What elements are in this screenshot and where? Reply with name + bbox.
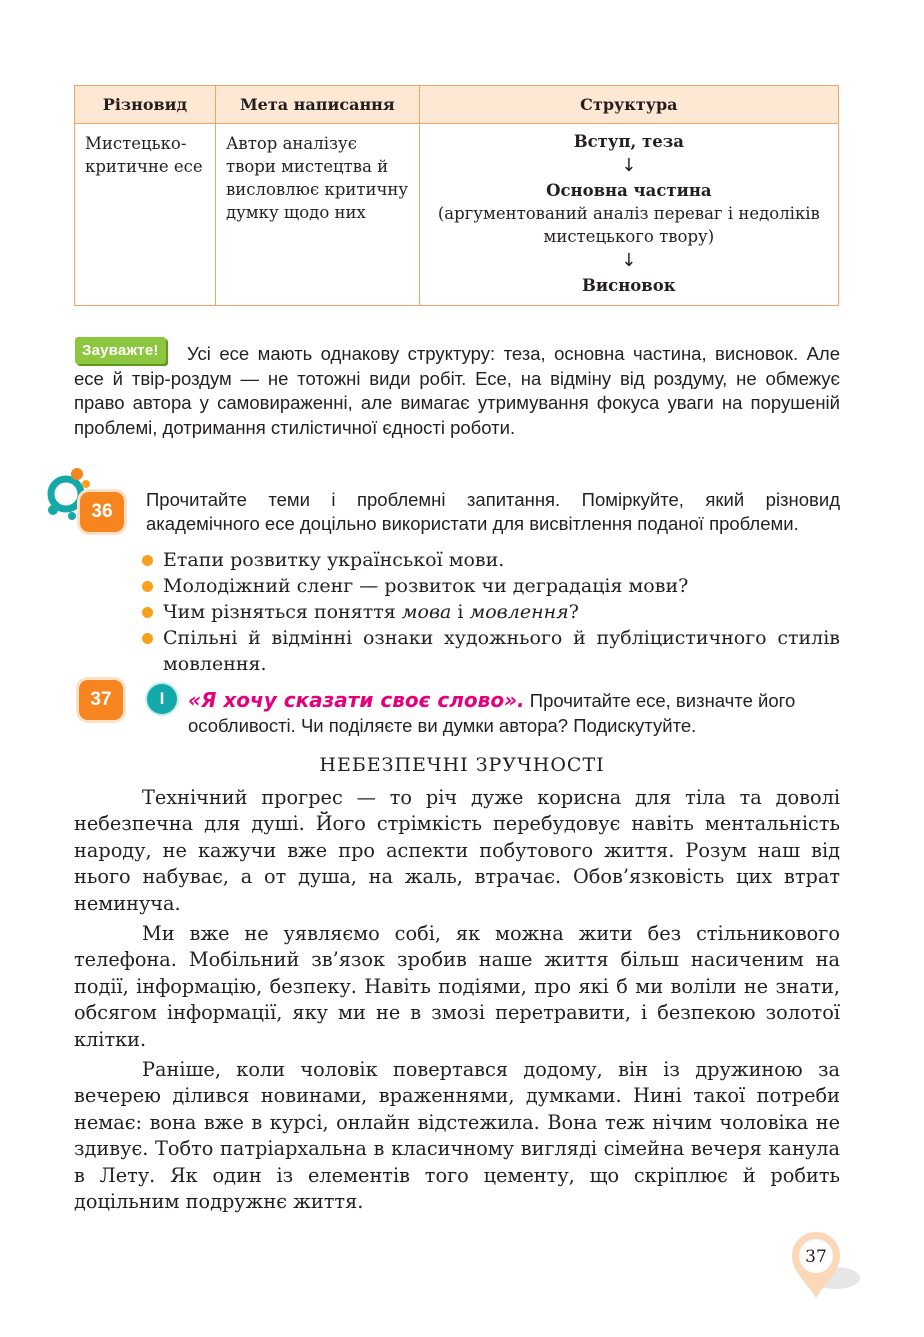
task36-instructions: Прочитайте теми і проблемні запитання. Поміркуйте, який різновид академічного есе доцільно використати для висвітлення поданої проблеми. <box>146 489 840 534</box>
structure-main-detail: (аргументований аналіз переваг і недоліків мистецького твору) <box>437 204 820 246</box>
page-number: 37 <box>805 1247 827 1267</box>
term-mova: мова <box>401 601 452 623</box>
table-row <box>75 124 839 306</box>
essay-paragraph: Технічний прогрес — то річ дуже корисна для тіла та доволі небезпечна для душі. Його стрімкість перебудовує навіть ментальність народу, не кажучи вже про аспекти побутового життя. Розум наш від нього набуває, а от душа, на жаль, втрачає. Обов’язковість цих втрат неминуча. <box>74 786 840 915</box>
list-item <box>140 599 840 625</box>
structure-conclusion: Висновок <box>581 276 676 295</box>
down-arrow-icon: ↓ <box>621 155 637 176</box>
task37-instructions <box>188 688 840 738</box>
essay-title: НЕБЕЗПЕЧНІ ЗРУЧНОСТІ <box>319 754 605 776</box>
essay-paragraph: Ми вже не уявляємо собі, як можна жити без стільникового телефона. Мобільний зв’язок зробив наше життя більш насиченим на події, інформацію, безпеку. Навіть подіями, про які б ми воліли не знати, обсягом інформації, яку ми не в змозі перетравити, і безпекою золотої клітки. <box>74 922 840 1051</box>
topic-text: і <box>451 601 470 623</box>
structure-intro: Вступ, теза <box>573 132 684 151</box>
note-badge: Зауважте! <box>75 337 166 364</box>
cell-purpose: Автор аналізує твори мистецтва й висловлює критичну думку щодо них <box>215 124 419 306</box>
list-item: Етапи розвитку української мови. <box>140 547 840 573</box>
essay-structure-table <box>74 85 839 306</box>
task37-lead: «Я хочу сказати своє слово». <box>188 688 525 712</box>
header-purpose: Мета написання <box>215 86 419 124</box>
topic-text: Чим різняться поняття <box>163 601 402 623</box>
term-movlennia: мовлення <box>469 601 569 623</box>
cell-type: Мистецько-критичне есе <box>75 124 216 306</box>
structure-main: Основна частина <box>546 181 712 200</box>
down-arrow-icon: ↓ <box>621 250 637 271</box>
list-item: Молодіжний сленг — розвиток чи деградація мови? <box>140 573 840 599</box>
cell-structure <box>419 124 838 306</box>
topic-text: ? <box>568 601 579 623</box>
topics-list <box>140 547 840 677</box>
essay-body <box>74 785 840 1220</box>
task37-body: Прочитайте есе, визначте його особливості. Чи поділяєте ви думки автора? Подискутуйте. <box>188 690 796 736</box>
individual-task-badge: І <box>147 684 177 714</box>
note-text: Усі есе мають однакову структуру: теза, основна частина, висновок. Але есе й твір-роздум — не тотожні види робіт. Есе, на відміну від роздуму, не обмежує право автора у самовираженні, але вимагає утримування фокуса уваги на порушеній проблемі, дотримання стилістичної єдності роботи. <box>74 343 840 438</box>
header-structure: Структура <box>419 86 838 124</box>
list-item: Спільні й відмінні ознаки художнього й публіцистичного стилів мовлення. <box>140 625 840 677</box>
header-type: Різновид <box>75 86 216 124</box>
table-header-row <box>75 86 839 124</box>
task-number-37: 37 <box>79 680 123 720</box>
task-number-36: 36 <box>80 492 124 532</box>
essay-paragraph: Раніше, коли чоловік повертався додому, він із дружиною за вечерею ділився новинами, враженнями, думками. Нині такої потреби немає: вона вже в курсі, онлайн відстежила. Вона теж нічим чоловіка не здивує. Тобто патріархальна в класичному вигляді сімейна вечеря канула в Лету. Як один із елементів того цементу, що скріплює й робить доцільним подружнє життя. <box>74 1058 840 1214</box>
